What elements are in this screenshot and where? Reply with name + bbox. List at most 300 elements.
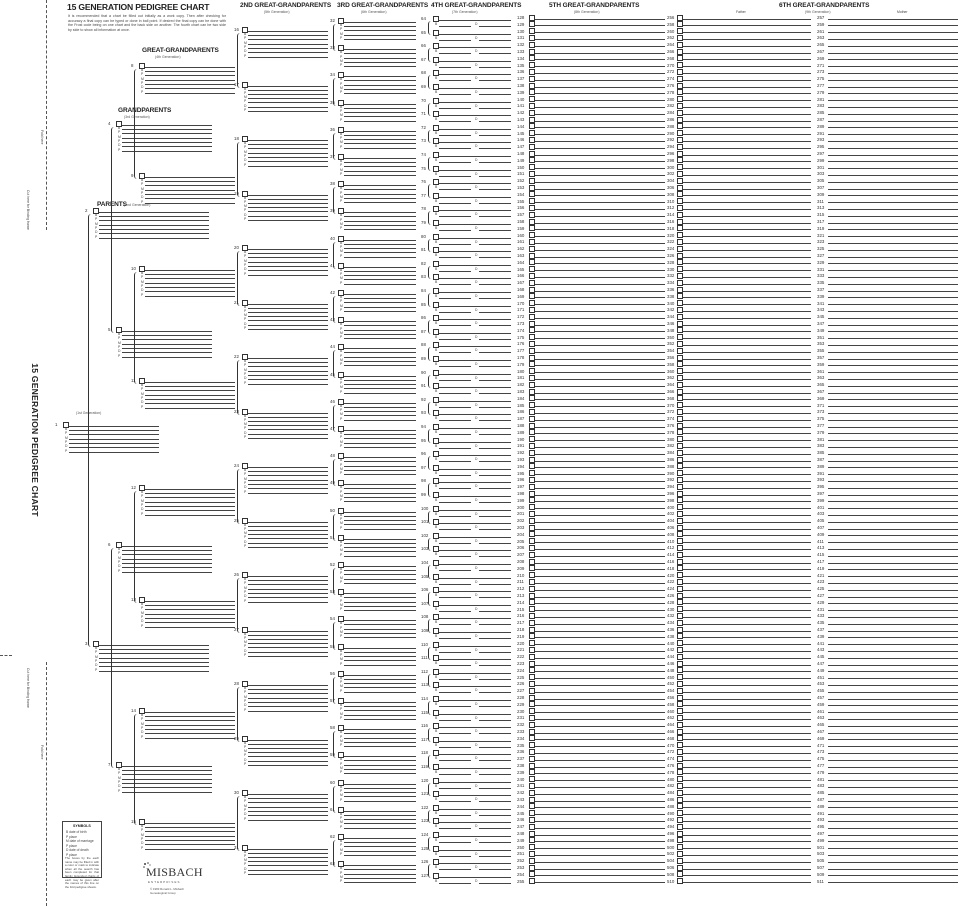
name-line	[828, 182, 958, 183]
name-line	[683, 583, 811, 584]
field-letter: B	[435, 838, 438, 842]
field-line	[248, 211, 328, 212]
person-checkbox	[529, 436, 535, 442]
field-line	[479, 393, 511, 394]
person-checkbox	[529, 851, 535, 857]
field-letter: M	[244, 313, 247, 318]
field-letter: B	[435, 389, 438, 394]
person-number: 285	[817, 110, 825, 116]
field-line	[248, 593, 328, 594]
field-letter: P	[340, 144, 343, 149]
field-line	[248, 543, 328, 544]
name-line	[683, 53, 811, 54]
name-line	[683, 780, 811, 781]
person-checkbox	[529, 375, 535, 381]
field-line	[344, 610, 416, 611]
person-number: 85	[421, 301, 426, 307]
person-number: 21	[234, 299, 239, 305]
person-number: 93	[421, 410, 426, 416]
person-checkbox	[677, 348, 683, 354]
field-letter: P	[244, 162, 247, 167]
person-number: 311	[817, 198, 824, 204]
name-line	[535, 542, 665, 543]
person-number: 309	[817, 191, 825, 197]
person-number: 340	[667, 300, 675, 306]
name-line	[439, 360, 511, 361]
person-checkbox	[529, 423, 535, 429]
person-number: 415	[817, 552, 825, 558]
field-letter: D	[475, 226, 478, 230]
person-number: 29	[234, 735, 239, 741]
field-line	[479, 271, 511, 272]
name-line	[439, 673, 511, 674]
field-letter: B	[340, 131, 343, 136]
field-letter: P	[141, 404, 144, 409]
field-line	[248, 434, 328, 435]
person-checkbox	[677, 117, 683, 123]
field-letter: P	[340, 117, 343, 122]
name-line	[683, 767, 811, 768]
field-line	[344, 606, 416, 607]
person-number: 193	[517, 457, 525, 462]
person-number: 11	[131, 378, 136, 383]
field-line	[344, 687, 416, 688]
person-checkbox	[529, 783, 535, 789]
field-line	[439, 733, 471, 734]
name-line	[683, 671, 811, 672]
name-line	[828, 345, 958, 346]
field-letter: D	[475, 484, 478, 489]
person-number: 182	[517, 382, 525, 388]
name-line	[828, 699, 958, 700]
field-letter: B	[340, 295, 343, 299]
chart-title: 15 GENERATION PEDIGREE CHART	[67, 2, 210, 12]
person-checkbox	[677, 402, 683, 408]
field-letter: M	[340, 630, 343, 634]
person-checkbox	[677, 436, 683, 442]
person-number: 143	[517, 117, 525, 122]
name-line	[828, 814, 958, 815]
name-line	[683, 80, 811, 81]
name-line	[535, 270, 665, 271]
field-letter: D	[244, 757, 247, 762]
field-letter: D	[244, 485, 247, 490]
field-letter: B	[141, 68, 144, 72]
field-line	[439, 828, 471, 829]
person-checkbox	[529, 327, 535, 333]
person-checkbox	[529, 824, 535, 830]
field-letter: P	[141, 836, 144, 841]
name-line	[828, 508, 958, 509]
field-line	[248, 94, 328, 95]
person-number: 379	[817, 429, 825, 435]
name-line	[344, 22, 416, 23]
field-line	[439, 393, 471, 394]
field-line	[248, 148, 328, 149]
name-line	[683, 25, 811, 26]
person-number: 437	[817, 627, 825, 632]
field-line	[145, 849, 235, 850]
field-letter: M	[340, 330, 343, 335]
field-letter: D	[475, 702, 478, 706]
person-number: 261	[817, 28, 825, 34]
name-line	[683, 603, 811, 604]
name-line	[828, 406, 958, 407]
name-line	[344, 484, 416, 485]
person-number: 335	[817, 280, 825, 286]
person-checkbox	[677, 837, 683, 843]
person-number: 107	[421, 600, 429, 606]
name-line	[828, 787, 958, 788]
field-letter: B	[435, 103, 438, 108]
person-number: 38	[330, 181, 335, 187]
name-line	[535, 569, 665, 570]
field-line	[344, 488, 416, 489]
name-line	[248, 413, 328, 414]
field-letter: P	[340, 851, 343, 856]
person-number: 377	[817, 423, 825, 428]
name-line	[828, 882, 958, 883]
person-checkbox	[677, 395, 683, 401]
person-number: 221	[517, 647, 525, 653]
name-line	[828, 515, 958, 516]
person-number: 501	[817, 844, 825, 850]
name-line	[535, 141, 665, 142]
field-letter: P	[141, 182, 144, 187]
name-line	[683, 597, 811, 598]
field-line	[344, 547, 416, 548]
name-line	[828, 114, 958, 115]
name-line	[828, 603, 958, 604]
name-line	[828, 835, 958, 836]
field-letter: P	[118, 559, 121, 564]
connector-brace	[428, 864, 432, 878]
person-checkbox	[677, 157, 683, 163]
name-line	[535, 66, 665, 67]
person-number: 300	[667, 164, 675, 170]
field-line	[344, 407, 416, 408]
person-checkbox	[529, 484, 535, 490]
field-letter: B	[435, 525, 438, 530]
person-number: 256	[667, 15, 675, 20]
person-checkbox	[529, 878, 535, 884]
field-letter: M	[95, 654, 98, 659]
column-subheader: (6th Generation)	[361, 10, 387, 14]
person-number: 410	[667, 538, 675, 544]
person-number: 222	[517, 654, 525, 660]
person-number: 179	[517, 361, 525, 367]
field-letter: P	[340, 498, 343, 503]
field-line	[479, 638, 511, 639]
name-line	[535, 263, 665, 264]
connector-brace	[333, 677, 337, 704]
person-number: 265	[817, 42, 825, 48]
person-number: 448	[667, 667, 675, 673]
field-line	[344, 524, 416, 525]
person-number: 455	[817, 688, 825, 694]
name-line	[683, 882, 811, 883]
person-number: 475	[817, 756, 825, 762]
person-number: 224	[517, 667, 525, 673]
field-letter: B	[340, 811, 343, 816]
connector-brace	[237, 251, 241, 306]
field-letter: D	[475, 103, 478, 108]
person-number: 405	[817, 518, 825, 524]
field-line	[248, 807, 328, 808]
field-line	[479, 652, 511, 653]
field-line	[344, 252, 416, 253]
person-checkbox	[677, 375, 683, 381]
name-line	[439, 646, 511, 647]
name-line	[828, 692, 958, 693]
field-letter: M	[340, 358, 343, 362]
person-number: 408	[667, 531, 675, 537]
person-number: 211	[517, 579, 524, 585]
name-line	[683, 855, 811, 856]
person-checkbox	[677, 69, 683, 75]
name-line	[683, 542, 811, 543]
field-letter: P	[340, 715, 343, 720]
field-letter: D	[475, 566, 478, 570]
first-generation-label: (1st Generation)	[76, 411, 102, 415]
person-number: 452	[667, 681, 675, 687]
field-line	[479, 488, 511, 489]
name-line	[828, 821, 958, 822]
person-checkbox	[677, 89, 683, 95]
person-number: 370	[667, 402, 675, 408]
field-line	[248, 639, 328, 640]
field-line	[248, 316, 328, 317]
name-line	[683, 161, 811, 162]
person-checkbox	[677, 443, 683, 449]
person-number: 229	[517, 701, 525, 707]
field-letter: D	[475, 280, 478, 285]
person-checkbox	[529, 191, 535, 197]
field-letter: B	[435, 566, 438, 570]
field-line	[248, 57, 328, 58]
person-checkbox	[529, 749, 535, 755]
name-line	[439, 210, 511, 211]
field-letter: P	[118, 779, 121, 784]
name-line	[535, 495, 665, 496]
field-line	[145, 725, 235, 726]
name-line	[535, 406, 665, 407]
person-checkbox	[529, 89, 535, 95]
field-line	[344, 143, 416, 144]
connector-brace	[428, 755, 432, 769]
column-subheader: (5th Generation)	[264, 10, 290, 14]
field-line	[344, 330, 416, 331]
field-letter: B	[435, 117, 438, 122]
field-line	[344, 792, 416, 793]
person-checkbox	[529, 117, 535, 123]
name-line	[828, 318, 958, 319]
person-number: 391	[817, 470, 825, 476]
person-number: 365	[817, 382, 825, 388]
person-number: 226	[517, 681, 525, 687]
field-line	[479, 570, 511, 571]
person-number: 314	[667, 212, 675, 218]
person-number: 41	[330, 262, 335, 268]
name-line	[683, 617, 811, 618]
person-number: 77	[421, 192, 426, 198]
field-line	[479, 448, 511, 449]
person-number: 389	[817, 463, 825, 469]
connector-brace	[428, 456, 432, 470]
name-line	[535, 202, 665, 203]
person-number: 400	[667, 504, 675, 510]
person-checkbox	[529, 205, 535, 211]
name-line	[683, 406, 811, 407]
name-line	[683, 488, 811, 489]
person-number: 304	[667, 178, 675, 184]
name-line	[683, 515, 811, 516]
field-letter: B	[435, 457, 438, 462]
field-line	[344, 769, 416, 770]
person-checkbox	[677, 865, 683, 871]
person-number: 249	[517, 837, 525, 843]
person-checkbox	[677, 477, 683, 483]
field-letter: B	[435, 430, 438, 434]
person-number: 477	[817, 763, 825, 768]
field-line	[479, 869, 511, 870]
person-number: 291	[817, 130, 825, 136]
name-line	[828, 168, 958, 169]
person-number: 172	[517, 314, 525, 320]
person-number: 126	[421, 859, 429, 865]
name-line	[344, 648, 416, 649]
person-checkbox	[529, 579, 535, 585]
field-letter: B	[141, 271, 144, 275]
field-letter: B	[435, 280, 438, 285]
field-line	[145, 502, 235, 503]
person-number: 2	[85, 208, 88, 213]
name-line	[344, 811, 416, 812]
person-number: 305	[817, 178, 825, 184]
person-checkbox	[529, 633, 535, 639]
name-line	[683, 433, 811, 434]
person-checkbox	[529, 565, 535, 571]
field-line	[439, 230, 471, 231]
person-number: 472	[667, 749, 675, 755]
person-number: 200	[517, 504, 525, 510]
person-number: 137	[517, 76, 525, 82]
name-line	[828, 59, 958, 60]
field-line	[439, 284, 471, 285]
person-number: 152	[517, 178, 525, 184]
person-number: 238	[517, 763, 525, 768]
field-line	[248, 102, 328, 103]
person-number: 151	[517, 171, 525, 177]
symbol-row: P place	[66, 843, 77, 848]
person-number: 481	[817, 776, 825, 782]
person-checkbox	[677, 586, 683, 592]
field-line	[248, 144, 328, 145]
name-line	[535, 739, 665, 740]
person-number: 60	[330, 779, 335, 785]
field-line	[145, 716, 235, 717]
person-number: 444	[667, 654, 675, 660]
name-line	[439, 510, 511, 511]
person-checkbox	[677, 749, 683, 755]
person-checkbox	[529, 83, 535, 89]
field-line	[479, 788, 511, 789]
field-line	[344, 788, 416, 789]
field-line	[344, 334, 416, 335]
field-line	[344, 574, 416, 575]
person-number: 507	[817, 865, 825, 870]
field-line	[439, 692, 471, 693]
name-line	[683, 39, 811, 40]
field-line	[344, 570, 416, 571]
person-number: 470	[667, 742, 675, 748]
person-checkbox	[529, 103, 535, 109]
person-number: 250	[517, 844, 525, 850]
person-checkbox	[529, 130, 535, 136]
person-number: 287	[817, 117, 825, 122]
field-letter: B	[95, 646, 98, 650]
person-number: 178	[517, 355, 525, 360]
field-letter: P	[244, 417, 247, 422]
person-number: 135	[517, 62, 525, 68]
column-header: 3RD GREAT-GRANDPARENTS	[337, 2, 429, 9]
person-checkbox	[677, 171, 683, 177]
name-line	[828, 229, 958, 230]
field-letter: B	[244, 522, 247, 527]
field-letter: P	[244, 317, 247, 322]
person-number: 52	[330, 562, 335, 567]
field-line	[439, 529, 471, 530]
person-checkbox	[529, 69, 535, 75]
field-line	[344, 216, 416, 217]
name-line	[683, 535, 811, 536]
field-line	[145, 720, 235, 721]
name-line	[535, 25, 665, 26]
name-line	[344, 158, 416, 159]
person-number: 338	[667, 293, 675, 299]
name-line	[439, 115, 511, 116]
field-line	[344, 796, 416, 797]
field-line	[344, 692, 416, 693]
name-line	[344, 348, 416, 349]
person-number: 386	[667, 457, 675, 462]
person-checkbox	[529, 361, 535, 367]
field-letter: D	[118, 784, 121, 789]
field-letter: B	[340, 376, 343, 381]
person-number: 141	[517, 103, 525, 109]
field-line	[439, 788, 471, 789]
field-letter: P	[141, 72, 144, 77]
person-checkbox	[677, 497, 683, 503]
name-line	[683, 93, 811, 94]
name-line	[535, 236, 665, 237]
field-line	[344, 121, 416, 122]
person-number: 506	[667, 865, 675, 870]
person-number: 253	[517, 865, 525, 870]
name-line	[344, 185, 416, 186]
name-line	[535, 352, 665, 353]
name-line	[439, 578, 511, 579]
name-line	[439, 836, 511, 837]
field-line	[344, 443, 416, 444]
field-letter: D	[475, 457, 478, 462]
field-letter: P	[340, 598, 343, 603]
field-line	[344, 39, 416, 40]
name-line	[828, 875, 958, 876]
name-line	[535, 794, 665, 795]
name-line	[828, 467, 958, 468]
person-checkbox	[677, 681, 683, 687]
